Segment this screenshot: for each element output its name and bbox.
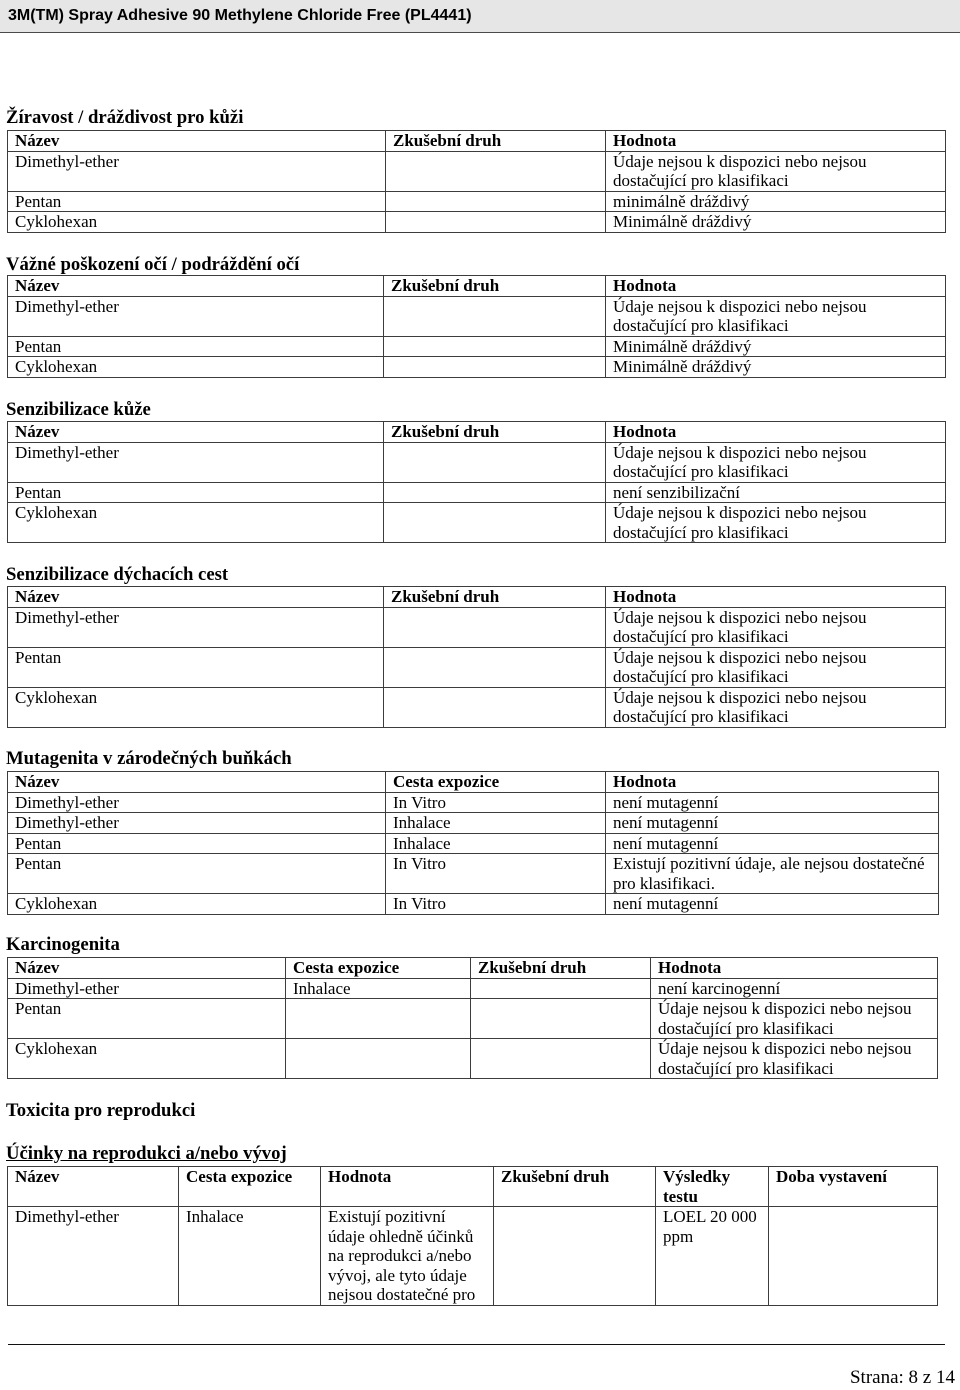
- column-header-test-type: Zkušební druh: [384, 276, 606, 297]
- table-row: [8, 978, 938, 999]
- cell-substance: Cyklohexan: [8, 212, 386, 233]
- cell-value: Údaje nejsou k dispozici nebo nejsou dostačující pro klasifikaci: [606, 647, 946, 687]
- cell-test-type: [384, 687, 606, 727]
- column-header-value: Hodnota: [606, 772, 939, 793]
- cell-test-type: [384, 647, 606, 687]
- column-header-test-type: Zkušební druh: [471, 958, 651, 979]
- column-header-name: Název: [8, 587, 384, 608]
- column-header-name: Název: [8, 958, 286, 979]
- cell-value: Údaje nejsou k dispozici nebo nejsou dostačující pro klasifikaci: [606, 607, 946, 647]
- column-header-value: Hodnota: [321, 1167, 494, 1207]
- table-row: [8, 1207, 938, 1306]
- cell-value: minimálně dráždivý: [606, 191, 946, 212]
- cell-value: Údaje nejsou k dispozici nebo nejsou dostačující pro klasifikaci: [651, 999, 938, 1039]
- column-header-value: Hodnota: [606, 131, 946, 152]
- cell-test-type: [384, 296, 606, 336]
- cell-exposure-route: Inhalace: [386, 833, 606, 854]
- cell-substance: Cyklohexan: [8, 503, 384, 543]
- column-header-name: Název: [8, 772, 386, 793]
- eye-damage-irritation-table: [7, 275, 946, 378]
- cell-test-type: [384, 607, 606, 647]
- column-header-value: Hodnota: [606, 276, 946, 297]
- cell-value: není senzibilizační: [606, 482, 946, 503]
- cell-substance: Dimethyl-ether: [8, 978, 286, 999]
- reproductive-effects-table: [7, 1166, 938, 1306]
- cell-test-type: [384, 336, 606, 357]
- column-header-name: Název: [8, 131, 386, 152]
- table-row: [8, 212, 946, 233]
- section-heading-carcinogenicity: Karcinogenita: [6, 934, 120, 955]
- subsection-heading-reproductive-effects: Účinky na reprodukci a/nebo vývoj: [6, 1143, 287, 1164]
- table-row: [8, 1039, 938, 1079]
- cell-value: Údaje nejsou k dispozici nebo nejsou dostačující pro klasifikaci: [651, 1039, 938, 1079]
- column-header-name: Název: [8, 1167, 179, 1207]
- cell-value: není mutagenní: [606, 813, 939, 834]
- cell-substance: Pentan: [8, 833, 386, 854]
- column-header-value: Hodnota: [606, 422, 946, 443]
- cell-value: Údaje nejsou k dispozici nebo nejsou dostačující pro klasifikaci: [606, 296, 946, 336]
- column-header-exposure-route: Cesta expozice: [286, 958, 471, 979]
- column-header-test-type: Zkušební druh: [386, 131, 606, 152]
- table-row: [8, 854, 939, 894]
- cell-substance: Dimethyl-ether: [8, 792, 386, 813]
- cell-exposure-route: Inhalace: [386, 813, 606, 834]
- column-header-test-type: Zkušební druh: [384, 587, 606, 608]
- column-header-test-results: Výsledky testu: [656, 1167, 769, 1207]
- document-title: 3M(TM) Spray Adhesive 90 Methylene Chloride Free (PL4441): [8, 7, 472, 24]
- cell-value: Údaje nejsou k dispozici nebo nejsou dostačující pro klasifikaci: [606, 442, 946, 482]
- table-row: [8, 442, 946, 482]
- column-header-exposure-route: Cesta expozice: [179, 1167, 321, 1207]
- cell-value: Údaje nejsou k dispozici nebo nejsou dostačující pro klasifikaci: [606, 687, 946, 727]
- skin-corrosion-irritation-table: [7, 130, 946, 233]
- cell-substance: Pentan: [8, 999, 286, 1039]
- section-heading-germ-cell-mutagenicity: Mutagenita v zárodečných buňkách: [6, 748, 292, 769]
- section-heading-respiratory-sensitization: Senzibilizace dýchacích cest: [6, 564, 229, 585]
- table-row: [8, 999, 938, 1039]
- column-header-test-type: Zkušební druh: [384, 422, 606, 443]
- cell-substance: Pentan: [8, 336, 384, 357]
- cell-substance: Dimethyl-ether: [8, 607, 384, 647]
- cell-value: Údaje nejsou k dispozici nebo nejsou dostačující pro klasifikaci: [606, 503, 946, 543]
- cell-test-type: [384, 357, 606, 378]
- cell-exposure-route: [286, 1039, 471, 1079]
- cell-test-type: [384, 482, 606, 503]
- table-row: [8, 151, 946, 191]
- section-heading-skin-sensitization: Senzibilizace kůže: [6, 399, 151, 420]
- table-row: [8, 336, 946, 357]
- cell-exposure-route: [286, 999, 471, 1039]
- column-header-exposure-route: Cesta expozice: [386, 772, 606, 793]
- cell-exposure-duration: [769, 1207, 938, 1306]
- table-row: [8, 357, 946, 378]
- cell-exposure-route: Inhalace: [286, 978, 471, 999]
- cell-substance: Pentan: [8, 647, 384, 687]
- cell-value: není karcinogenní: [651, 978, 938, 999]
- cell-value: není mutagenní: [606, 833, 939, 854]
- germ-cell-mutagenicity-table: [7, 771, 939, 915]
- cell-value: Údaje nejsou k dispozici nebo nejsou dostačující pro klasifikaci: [606, 151, 946, 191]
- cell-exposure-route: In Vitro: [386, 894, 606, 915]
- cell-value: Minimálně dráždivý: [606, 357, 946, 378]
- cell-substance: Pentan: [8, 482, 384, 503]
- section-heading-eye-damage: Vážné poškození očí / podráždění očí: [6, 254, 300, 275]
- cell-substance: Dimethyl-ether: [8, 151, 386, 191]
- cell-substance: Cyklohexan: [8, 687, 384, 727]
- table-row: [8, 296, 946, 336]
- skin-sensitization-table: [7, 421, 946, 543]
- column-header-value: Hodnota: [651, 958, 938, 979]
- cell-test-type: [471, 999, 651, 1039]
- cell-test-type: [494, 1207, 656, 1306]
- cell-substance: Dimethyl-ether: [8, 296, 384, 336]
- table-header-row: [8, 772, 939, 793]
- cell-substance: Dimethyl-ether: [8, 1207, 179, 1306]
- cell-exposure-route: In Vitro: [386, 854, 606, 894]
- cell-exposure-route: Inhalace: [179, 1207, 321, 1306]
- table-row: [8, 813, 939, 834]
- cell-substance: Pentan: [8, 854, 386, 894]
- table-row: [8, 647, 946, 687]
- page-number: Strana: 8 z 14: [849, 1367, 955, 1388]
- table-row: [8, 833, 939, 854]
- table-header-row: [8, 1167, 938, 1207]
- table-header-row: [8, 422, 946, 443]
- table-row: [8, 894, 939, 915]
- cell-substance: Cyklohexan: [8, 1039, 286, 1079]
- respiratory-sensitization-table: [7, 586, 946, 728]
- cell-substance: Dimethyl-ether: [8, 813, 386, 834]
- document-header-bar: [0, 0, 960, 33]
- column-header-name: Název: [8, 422, 384, 443]
- section-heading-reproductive-toxicity: Toxicita pro reprodukci: [6, 1100, 196, 1121]
- table-header-row: [8, 587, 946, 608]
- carcinogenicity-table: [7, 957, 938, 1079]
- cell-substance: Dimethyl-ether: [8, 442, 384, 482]
- cell-substance: Cyklohexan: [8, 357, 384, 378]
- table-header-row: [8, 131, 946, 152]
- cell-value: není mutagenní: [606, 894, 939, 915]
- table-row: [8, 191, 946, 212]
- cell-value: Minimálně dráždivý: [606, 212, 946, 233]
- cell-value: není mutagenní: [606, 792, 939, 813]
- table-row: [8, 482, 946, 503]
- cell-test-type: [384, 503, 606, 543]
- cell-value: Existují pozitivní údaje, ale nejsou dostatečné pro klasifikaci.: [606, 854, 939, 894]
- column-header-test-type: Zkušební druh: [494, 1167, 656, 1207]
- cell-substance: Cyklohexan: [8, 894, 386, 915]
- column-header-name: Název: [8, 276, 384, 297]
- table-row: [8, 687, 946, 727]
- cell-substance: Pentan: [8, 191, 386, 212]
- table-row: [8, 503, 946, 543]
- footer-divider: [8, 1344, 945, 1345]
- cell-test-type: [471, 978, 651, 999]
- cell-test-type: [386, 151, 606, 191]
- table-row: [8, 792, 939, 813]
- column-header-value: Hodnota: [606, 587, 946, 608]
- table-header-row: [8, 276, 946, 297]
- cell-test-type: [471, 1039, 651, 1079]
- section-heading-skin-corrosion: Žíravost / dráždivost pro kůži: [6, 107, 244, 128]
- cell-test-type: [386, 212, 606, 233]
- cell-exposure-route: In Vitro: [386, 792, 606, 813]
- table-header-row: [8, 958, 938, 979]
- cell-value: Existují pozitivní údaje ohledně účinků na reprodukci a/nebo vývoj, ale tyto údaje nejsou dostatečné pro: [321, 1207, 494, 1306]
- cell-test-type: [386, 191, 606, 212]
- column-header-exposure-duration: Doba vystavení: [769, 1167, 938, 1207]
- cell-test-type: [384, 442, 606, 482]
- cell-value: Minimálně dráždivý: [606, 336, 946, 357]
- table-row: [8, 607, 946, 647]
- cell-test-results: LOEL 20 000 ppm: [656, 1207, 769, 1306]
